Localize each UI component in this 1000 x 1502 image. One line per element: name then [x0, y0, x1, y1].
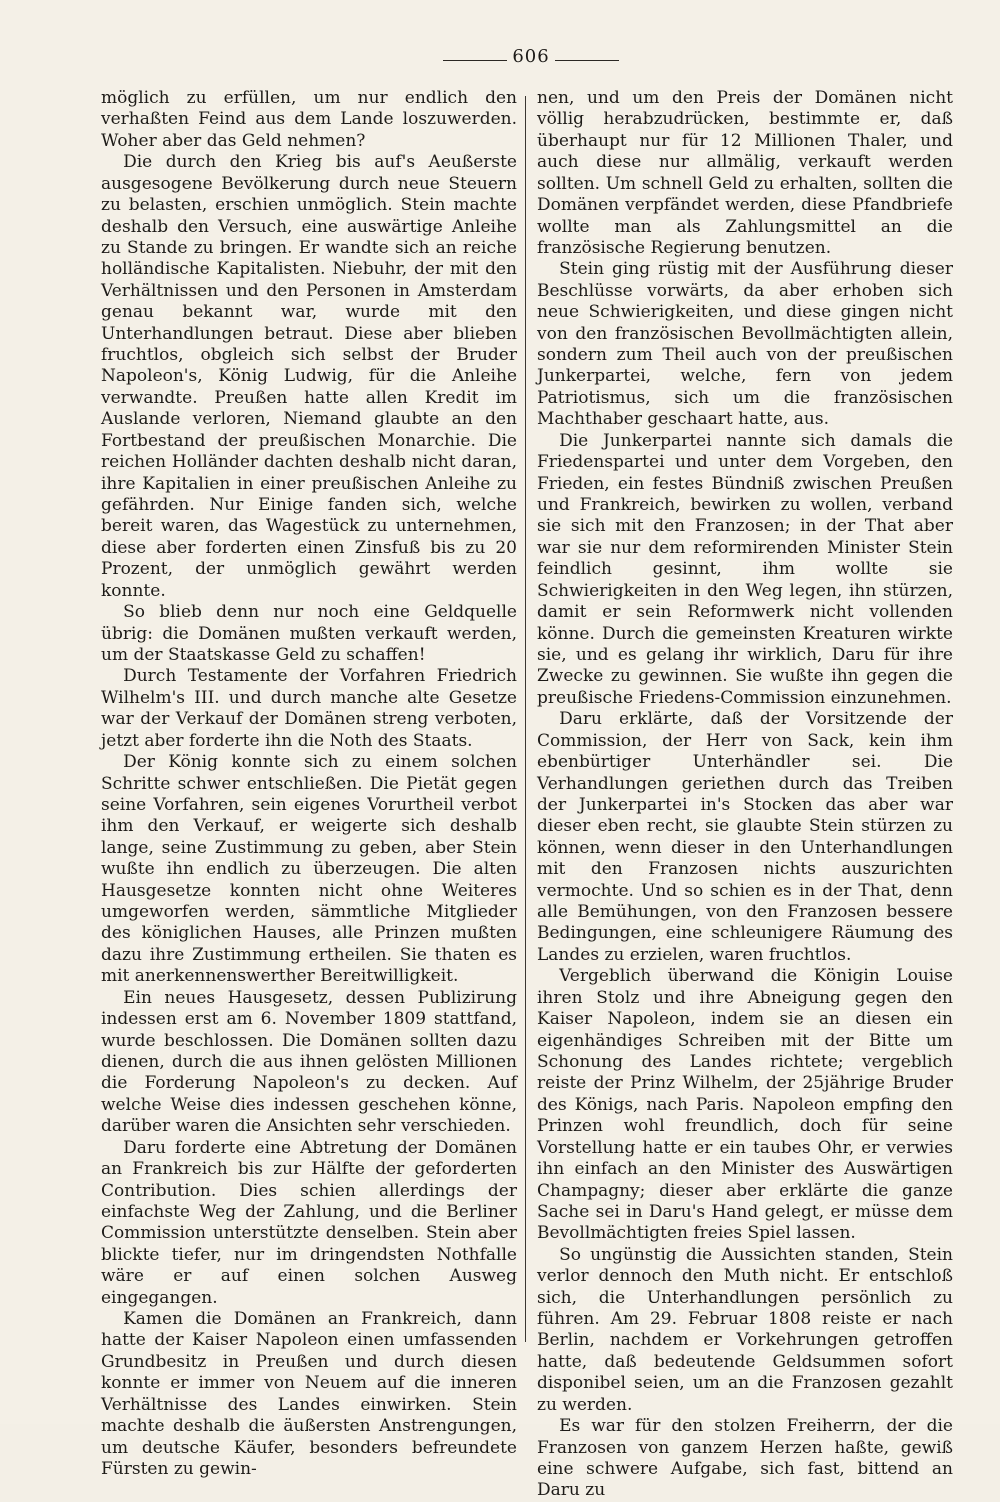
- left-text-column: [101, 88, 517, 1480]
- left-paragraph-5: Der König konnte sich zu einem solchen Schritte schwer entschließen. Die Pietät gegen seine Vorfahren, sein eigenes Vorurtheil verbot ihm den Verkauf, er weigerte sich deshalb lange, seine Zustimmung zu geben, aber Stein wußte ihn endlich zu überzeugen. Die alten Hausgesetze konnten nicht ohne Weiteres umgeworfen werden, sämmtliche Mitglieder des königlichen Hauses, alle Prinzen mußten dazu ihre Zustimmung ertheilen. Sie thaten es mit anerkennenswerther Bereitwilligkeit.: [101, 752, 517, 987]
- page-number: 606: [512, 46, 550, 67]
- left-paragraph-3: So blieb denn nur noch eine Geldquelle übrig: die Domänen mußten verkauft werden, um der Staatskasse Geld zu schaffen!: [101, 602, 517, 665]
- header-rule-left: [443, 60, 507, 61]
- page-header: [0, 46, 1000, 72]
- left-paragraph-1: möglich zu erfüllen, um nur endlich den verhaßten Feind aus dem Lande loszuwerden. Woher aber das Geld nehmen?: [101, 88, 517, 151]
- right-paragraph-2: Stein ging rüstig mit der Ausführung dieser Beschlüsse vorwärts, da aber erhoben sich neue Schwierigkeiten, und diese gingen nicht von den französischen Bevollmächtigten allein, sondern zum Theil auch von der preußischen Junkerpartei, welche, fern von jedem Patriotismus, sich um die französischen Machthaber geschaart hatte, aus.: [537, 259, 953, 430]
- right-paragraph-3: Die Junkerpartei nannte sich damals die Friedenspartei und unter dem Vorgeben, den Frieden, ein festes Bündniß zwischen Preußen und Frankreich, bewirken zu wollen, verband sie sich mit den Franzosen; in der That aber war sie nur dem reformirenden Minister Stein feindlich gesinnt, ihm wollte sie Schwierigkeiten in den Weg legen, ihn stürzen, damit er sein Reformwerk nicht vollenden könne. Durch die gemeinsten Kreaturen wirkte sie, und es gelang ihr wirklich, Daru für ihre Zwecke zu gewinnen. Sie wußte ihn gegen die preußische Friedens-Commission einzunehmen.: [537, 430, 953, 708]
- right-paragraph-1: nen, und um den Preis der Domänen nicht völlig herabzudrücken, bestimmte er, daß überhaupt nur für 12 Millionen Thaler, und auch diese nur allmälig, verkauft werden sollten. Um schnell Geld zu erhalten, sollten die Domänen verpfändet werden, diese Pfandbriefe wollte man als Zahlungsmittel an die französische Regierung benutzen.: [537, 88, 953, 258]
- left-paragraph-8: Kamen die Domänen an Frankreich, dann hatte der Kaiser Napoleon einen umfassenden Grundbesitz in Preußen und durch diesen konnte er immer von Neuem auf die inneren Verhältnisse des Landes einwirken. Stein machte deshalb die äußersten Anstrengungen, um deutsche Käufer, besonders befreundete Fürsten zu gewin-: [101, 1309, 517, 1479]
- right-text-column: [537, 88, 953, 1502]
- column-divider: [525, 96, 526, 1342]
- left-paragraph-6: Ein neues Hausgesetz, dessen Publizirung indessen erst am 6. November 1809 stattfand, wurde beschlossen. Die Domänen sollten dazu dienen, durch die aus ihnen gelösten Millionen die Forderung Napoleon's zu decken. Auf welche Weise dies indessen geschehen könne, darüber waren die Ansichten sehr verschieden.: [101, 987, 517, 1137]
- right-paragraph-5: Vergeblich überwand die Königin Louise ihren Stolz und ihre Abneigung gegen den Kaiser Napoleon, indem sie an diesen ein eigenhändiges Schreiben mit der Bitte um Schonung des Landes richtete; vergeblich reiste der Prinz Wilhelm, der 25jährige Bruder des Königs, nach Paris. Napoleon empfing den Prinzen wohl freundlich, doch für seine Vorstellung hatte er ein taubes Ohr, er verwies ihn einfach an den Minister des Auswärtigen Champagny; dieser aber erklärte die ganze Sache sei in Daru's Hand gelegt, er müsse dem Bevollmächtigten freies Spiel lassen.: [537, 966, 953, 1244]
- right-paragraph-7: Es war für den stolzen Freiherrn, der die Franzosen von ganzem Herzen haßte, gewiß eine schwere Aufgabe, sich fast, bittend an Daru zu: [537, 1416, 953, 1501]
- left-paragraph-2: Die durch den Krieg bis auf's Aeußerste ausgesogene Bevölkerung durch neue Steuern zu belasten, erschien unmöglich. Stein machte deshalb den Versuch, eine auswärtige Anleihe zu Stande zu bringen. Er wandte sich an reiche holländische Kapitalisten. Niebuhr, der mit den Verhältnissen und den Personen in Amsterdam genau bekannt war, wurde mit den Unterhandlungen betraut. Diese aber blieben fruchtlos, obgleich sich selbst der Bruder Napoleon's, König Ludwig, für die Anleihe verwandte. Preußen hatte allen Kredit im Auslande verloren, Niemand glaubte an den Fortbestand der preußischen Monarchie. Die reichen Holländer dachten deshalb nicht daran, ihre Kapitalien in einer preußischen Anleihe zu gefährden. Nur Einige fanden sich, welche bereit waren, das Wagestück zu unternehmen, diese aber forderten einen Zinsfuß bis zu 20 Prozent, der unmöglich gewährt werden konnte.: [101, 152, 517, 601]
- right-paragraph-4: Daru erklärte, daß der Vorsitzende der Commission, der Herr von Sack, kein ihm ebenbürtiger Unterhändler sei. Die Verhandlungen geriethen durch das Treiben der Junkerpartei in's Stocken das aber war dieser eben recht, sie glaubte Stein stürzen zu können, wenn dieser in den Unterhandlungen mit den Franzosen nichts auszurichten vermochte. Und so schien es in der That, denn alle Bemühungen, von den Franzosen bessere Bedingungen, eine schleunigere Räumung des Landes zu erzielen, waren fruchtlos.: [537, 709, 953, 965]
- left-paragraph-7: Daru forderte eine Abtretung der Domänen an Frankreich bis zur Hälfte der geforderten Contribution. Dies schien allerdings der einfachste Weg der Zahlung, und die Berliner Commission unterstützte denselben. Stein aber blickte tiefer, nur im dringendsten Nothfalle wäre er auf einen solchen Ausweg eingegangen.: [101, 1137, 517, 1308]
- left-paragraph-4: Durch Testamente der Vorfahren Friedrich Wilhelm's III. und durch manche alte Gesetze war der Verkauf der Domänen streng verboten, jetzt aber forderte ihn die Noth des Staats.: [101, 666, 517, 751]
- header-rule-right: [555, 60, 619, 61]
- right-paragraph-6: So ungünstig die Aussichten standen, Stein verlor dennoch den Muth nicht. Er entschloß sich, die Unterhandlungen persönlich zu führen. Am 29. Februar 1808 reiste er nach Berlin, nachdem er Vorkehrungen getroffen hatte, daß bedeutende Geldsummen sofort disponibel seien, um an die Franzosen gezahlt zu werden.: [537, 1244, 953, 1415]
